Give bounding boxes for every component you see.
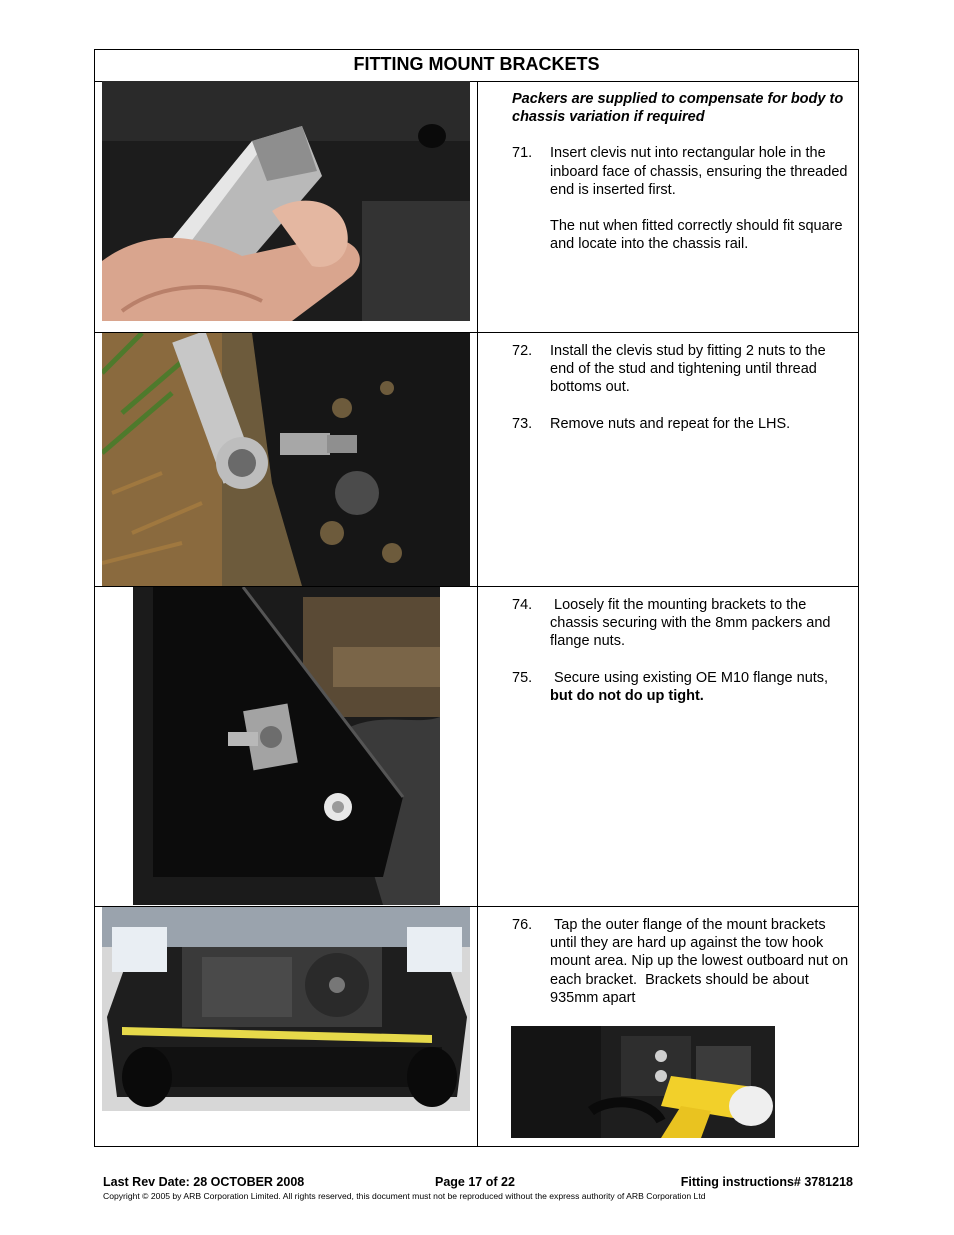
section-title: FITTING MOUNT BRACKETS <box>95 50 858 82</box>
step-73: 73. Remove nuts and repeat for the LHS. <box>512 415 791 432</box>
last-rev-date: Last Rev Date: 28 OCTOBER 2008 <box>103 1175 305 1189</box>
photo-clevis-stud-install <box>102 333 470 586</box>
instruction-text-3 <box>512 596 852 723</box>
page-number: Page 17 of 22 <box>435 1175 515 1189</box>
instruction-text-1 <box>512 90 852 271</box>
step-71-detail: The nut when fitted correctly should fit square and locate into the chassis rail. <box>550 218 843 253</box>
packers-note: Packers are supplied to compensate for body to chassis variation if required <box>512 91 844 126</box>
instruction-row-2 <box>95 333 858 587</box>
photo-tapping-flange-with-mallet <box>511 1026 775 1138</box>
instructions-table <box>94 49 859 1147</box>
document-number: Fitting instructions# 3781218 <box>680 1175 853 1189</box>
instruction-row-3 <box>95 587 858 907</box>
step-71: 71. Insert clevis nut into rectangular hole in the inboard face of chassis, ensuring the threaded end is inserted first. <box>512 145 848 198</box>
step-74: 74. Loosely fit the mounting brackets to the chassis securing with the 8mm packers and flange nuts. <box>512 597 835 650</box>
photo-bracket-spacing-measure <box>102 907 470 1111</box>
copyright-notice: Copyright © 2005 by ARB Corporation Limited. All rights reserved, this document must not be reproduced without the express authority of ARB Corporation Ltd <box>103 1191 706 1201</box>
step-72: 72. Install the clevis stud by fitting 2 nuts to the end of the stud and tightening until thread bottoms out. <box>512 343 826 396</box>
step-76: 76. Tap the outer flange of the mount brackets until they are hard up against the tow hook mount area. Nip up the lowest outboard nut on each bracket. Brackets should be about 935mm apart <box>512 917 853 1006</box>
instruction-text-2 <box>512 342 852 451</box>
instruction-row-1 <box>95 81 858 333</box>
warning-text: but do not do up tight. <box>550 687 704 704</box>
photo-mounting-bracket-fitted <box>133 587 440 905</box>
photo-clevis-nut-in-hand <box>102 81 470 321</box>
instruction-row-4 <box>95 907 858 1147</box>
instruction-text-4 <box>512 916 852 1025</box>
step-75: 75. Secure using existing OE M10 flange nuts, but do not do up tight. <box>512 669 833 704</box>
